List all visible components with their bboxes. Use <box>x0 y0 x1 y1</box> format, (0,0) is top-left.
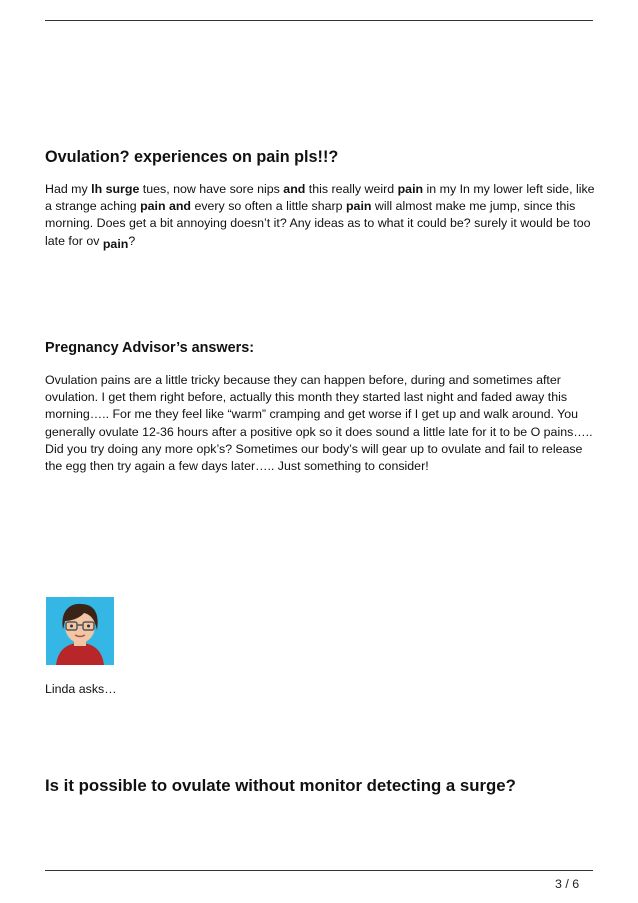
page-number: 3 / 6 <box>555 877 580 891</box>
answer-body: Ovulation pains are a little tricky because they can happen before, during and sometimes after ovulation. I get them right before, actually this month they started last night and faded away this morning….. For me they feel like “warm” cramping and get worse if I get up and walk around. You generally ovulate 12-36 hours after a positive opk so it does sound a little late for it to be O pains….. Did you try doing any more opk’s? Sometimes our body’s will gear up to ovulate and fail to release the egg then try again a few days later….. Just something to consider! <box>45 373 593 474</box>
question-title-2: Is it possible to ovulate without monitor detecting a surge? <box>45 776 516 795</box>
question-body: Had my lh surge tues, now have sore nips and this really weird pain in my In my lower left side, like a strange aching pain and every so often a little sharp pain will almost make me jump, since this morning. Does get a bit annoying doesn’t it? Any ideas as to what it could be? surely it would be too late for ov pain? <box>45 182 595 251</box>
answers-heading: Pregnancy Advisor’s answers: <box>45 340 255 356</box>
asker-label: Linda asks… <box>45 682 117 696</box>
question-title: Ovulation? experiences on pain pls!!? <box>45 148 339 166</box>
footer-rule <box>45 870 593 871</box>
cartoon-avatar-glasses-icon <box>46 597 114 665</box>
header-rule <box>45 20 593 21</box>
